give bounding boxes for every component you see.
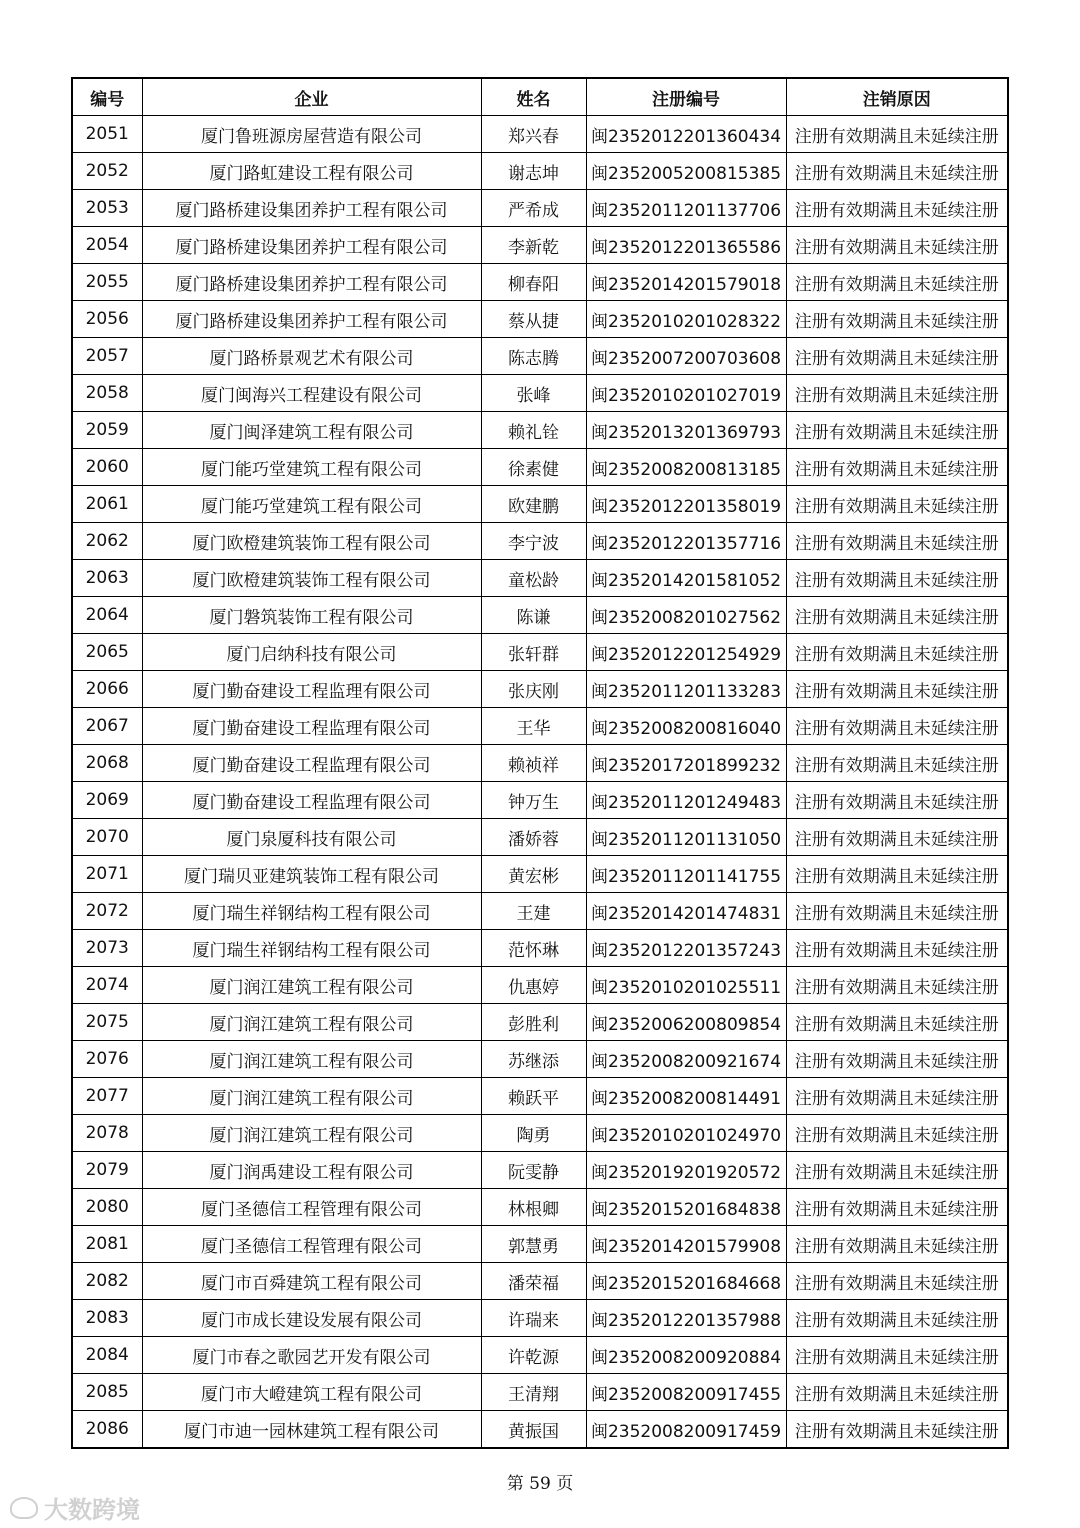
cell-number: 2082 — [72, 1263, 142, 1300]
cell-number: 2085 — [72, 1374, 142, 1411]
cell-company: 厦门泉厦科技有限公司 — [142, 819, 481, 856]
cell-name: 李宁波 — [481, 523, 586, 560]
table-row — [72, 1411, 1008, 1449]
cell-reg-number: 闽2352008200814491 — [586, 1078, 786, 1115]
cell-cancel-reason: 注册有效期满且未延续注册 — [786, 1226, 1008, 1263]
cell-company: 厦门路桥景观艺术有限公司 — [142, 338, 481, 375]
table-row — [72, 1374, 1008, 1411]
table-row — [72, 745, 1008, 782]
cell-number: 2068 — [72, 745, 142, 782]
table-row — [72, 1152, 1008, 1189]
table-row — [72, 486, 1008, 523]
cell-name: 欧建鹏 — [481, 486, 586, 523]
cell-company: 厦门能巧堂建筑工程有限公司 — [142, 449, 481, 486]
cell-company: 厦门市迪一园林建筑工程有限公司 — [142, 1411, 481, 1449]
registration-table — [71, 77, 1009, 1449]
cell-reg-number: 闽2352008201027562 — [586, 597, 786, 634]
cell-reg-number: 闽2352012201357243 — [586, 930, 786, 967]
cell-reg-number: 闽2352014201474831 — [586, 893, 786, 930]
cell-company: 厦门润江建筑工程有限公司 — [142, 1004, 481, 1041]
cell-reg-number: 闽2352008200816040 — [586, 708, 786, 745]
header-reg-number: 注册编号 — [586, 78, 786, 116]
cell-cancel-reason: 注册有效期满且未延续注册 — [786, 1078, 1008, 1115]
cell-name: 郑兴春 — [481, 116, 586, 153]
cell-company: 厦门润江建筑工程有限公司 — [142, 1041, 481, 1078]
cell-number: 2070 — [72, 819, 142, 856]
cell-name: 陈谦 — [481, 597, 586, 634]
cell-number: 2083 — [72, 1300, 142, 1337]
cell-name: 徐素健 — [481, 449, 586, 486]
cell-name: 许瑞来 — [481, 1300, 586, 1337]
cell-reg-number: 闽2352012201358019 — [586, 486, 786, 523]
cell-number: 2067 — [72, 708, 142, 745]
cell-company: 厦门路桥建设集团养护工程有限公司 — [142, 301, 481, 338]
cell-name: 郭慧勇 — [481, 1226, 586, 1263]
cell-number: 2069 — [72, 782, 142, 819]
table-row — [72, 634, 1008, 671]
cell-number: 2066 — [72, 671, 142, 708]
cell-company: 厦门圣德信工程管理有限公司 — [142, 1189, 481, 1226]
cell-name: 仇惠婷 — [481, 967, 586, 1004]
cell-cancel-reason: 注册有效期满且未延续注册 — [786, 1300, 1008, 1337]
cell-reg-number: 闽2352012201360434 — [586, 116, 786, 153]
cell-name: 赖礼铨 — [481, 412, 586, 449]
cell-name: 钟万生 — [481, 782, 586, 819]
cell-cancel-reason: 注册有效期满且未延续注册 — [786, 1374, 1008, 1411]
cell-company: 厦门闽海兴工程建设有限公司 — [142, 375, 481, 412]
table-row — [72, 301, 1008, 338]
cell-number: 2053 — [72, 190, 142, 227]
header-number: 编号 — [72, 78, 142, 116]
cell-cancel-reason: 注册有效期满且未延续注册 — [786, 190, 1008, 227]
cell-company: 厦门路桥建设集团养护工程有限公司 — [142, 190, 481, 227]
table-row — [72, 190, 1008, 227]
cell-name: 黄宏彬 — [481, 856, 586, 893]
cell-name: 严希成 — [481, 190, 586, 227]
table-row — [72, 412, 1008, 449]
cell-reg-number: 闽2352014201579908 — [586, 1226, 786, 1263]
cell-reg-number: 闽2352008200920884 — [586, 1337, 786, 1374]
cell-cancel-reason: 注册有效期满且未延续注册 — [786, 671, 1008, 708]
cell-cancel-reason: 注册有效期满且未延续注册 — [786, 560, 1008, 597]
cell-company: 厦门欧橙建筑装饰工程有限公司 — [142, 560, 481, 597]
table-body — [72, 116, 1008, 1449]
cell-number: 2059 — [72, 412, 142, 449]
cell-number: 2084 — [72, 1337, 142, 1374]
header-name: 姓名 — [481, 78, 586, 116]
cell-cancel-reason: 注册有效期满且未延续注册 — [786, 1189, 1008, 1226]
cell-name: 柳春阳 — [481, 264, 586, 301]
cell-name: 王华 — [481, 708, 586, 745]
cell-cancel-reason: 注册有效期满且未延续注册 — [786, 967, 1008, 1004]
cell-reg-number: 闽2352012201357988 — [586, 1300, 786, 1337]
table-row — [72, 597, 1008, 634]
cell-company: 厦门路桥建设集团养护工程有限公司 — [142, 264, 481, 301]
cell-company: 厦门磐筑装饰工程有限公司 — [142, 597, 481, 634]
watermark-text: 大数跨境 — [44, 1496, 140, 1524]
cell-name: 王清翔 — [481, 1374, 586, 1411]
cell-name: 陶勇 — [481, 1115, 586, 1152]
table-row — [72, 264, 1008, 301]
cell-reg-number: 闽2352010201027019 — [586, 375, 786, 412]
table-row — [72, 1263, 1008, 1300]
cell-company: 厦门市成长建设发展有限公司 — [142, 1300, 481, 1337]
cell-name: 赖祯祥 — [481, 745, 586, 782]
cell-number: 2064 — [72, 597, 142, 634]
cell-cancel-reason: 注册有效期满且未延续注册 — [786, 264, 1008, 301]
cell-name: 陈志腾 — [481, 338, 586, 375]
cell-number: 2081 — [72, 1226, 142, 1263]
cell-reg-number: 闽2352015201684668 — [586, 1263, 786, 1300]
table-header-row — [72, 78, 1008, 116]
cell-reg-number: 闽2352008200813185 — [586, 449, 786, 486]
cell-cancel-reason: 注册有效期满且未延续注册 — [786, 856, 1008, 893]
cell-number: 2065 — [72, 634, 142, 671]
cell-cancel-reason: 注册有效期满且未延续注册 — [786, 1411, 1008, 1449]
cell-reg-number: 闽2352014201579018 — [586, 264, 786, 301]
table-row — [72, 782, 1008, 819]
cell-number: 2063 — [72, 560, 142, 597]
cell-reg-number: 闽2352010201025511 — [586, 967, 786, 1004]
table-row — [72, 1115, 1008, 1152]
cell-number: 2073 — [72, 930, 142, 967]
cell-company: 厦门欧橙建筑装饰工程有限公司 — [142, 523, 481, 560]
cell-cancel-reason: 注册有效期满且未延续注册 — [786, 745, 1008, 782]
cell-reg-number: 闽2352010201028322 — [586, 301, 786, 338]
cell-reg-number: 闽2352006200809854 — [586, 1004, 786, 1041]
cell-number: 2062 — [72, 523, 142, 560]
cell-number: 2086 — [72, 1411, 142, 1449]
table-row — [72, 967, 1008, 1004]
cell-name: 张峰 — [481, 375, 586, 412]
table-row — [72, 560, 1008, 597]
cell-cancel-reason: 注册有效期满且未延续注册 — [786, 1041, 1008, 1078]
cell-name: 张庆刚 — [481, 671, 586, 708]
cell-name: 张轩群 — [481, 634, 586, 671]
cell-name: 林根卿 — [481, 1189, 586, 1226]
table-row — [72, 819, 1008, 856]
cell-name: 赖跃平 — [481, 1078, 586, 1115]
cell-number: 2074 — [72, 967, 142, 1004]
cell-cancel-reason: 注册有效期满且未延续注册 — [786, 523, 1008, 560]
cell-number: 2056 — [72, 301, 142, 338]
cell-number: 2079 — [72, 1152, 142, 1189]
cell-cancel-reason: 注册有效期满且未延续注册 — [786, 819, 1008, 856]
cell-company: 厦门润江建筑工程有限公司 — [142, 1115, 481, 1152]
cell-cancel-reason: 注册有效期满且未延续注册 — [786, 116, 1008, 153]
cell-company: 厦门润江建筑工程有限公司 — [142, 1078, 481, 1115]
cell-reg-number: 闽2352012201357716 — [586, 523, 786, 560]
cell-company: 厦门勤奋建设工程监理有限公司 — [142, 745, 481, 782]
cell-cancel-reason: 注册有效期满且未延续注册 — [786, 338, 1008, 375]
cell-reg-number: 闽2352011201133283 — [586, 671, 786, 708]
cell-company: 厦门启纳科技有限公司 — [142, 634, 481, 671]
cell-company: 厦门勤奋建设工程监理有限公司 — [142, 671, 481, 708]
cell-reg-number: 闽2352007200703608 — [586, 338, 786, 375]
cell-reg-number: 闽2352013201369793 — [586, 412, 786, 449]
table-row — [72, 708, 1008, 745]
cell-name: 王建 — [481, 893, 586, 930]
cell-number: 2055 — [72, 264, 142, 301]
table-row — [72, 338, 1008, 375]
cell-reg-number: 闽2352008200921674 — [586, 1041, 786, 1078]
cell-name: 彭胜利 — [481, 1004, 586, 1041]
cell-cancel-reason: 注册有效期满且未延续注册 — [786, 597, 1008, 634]
cell-name: 苏继添 — [481, 1041, 586, 1078]
table-row — [72, 449, 1008, 486]
cell-cancel-reason: 注册有效期满且未延续注册 — [786, 893, 1008, 930]
cell-name: 童松龄 — [481, 560, 586, 597]
cell-company: 厦门闽泽建筑工程有限公司 — [142, 412, 481, 449]
cell-cancel-reason: 注册有效期满且未延续注册 — [786, 1337, 1008, 1374]
cell-cancel-reason: 注册有效期满且未延续注册 — [786, 930, 1008, 967]
cell-cancel-reason: 注册有效期满且未延续注册 — [786, 486, 1008, 523]
table-row — [72, 227, 1008, 264]
cell-reg-number: 闽2352008200917455 — [586, 1374, 786, 1411]
cell-company: 厦门瑞贝亚建筑装饰工程有限公司 — [142, 856, 481, 893]
cell-company: 厦门市百舜建筑工程有限公司 — [142, 1263, 481, 1300]
cell-reg-number: 闽2352015201684838 — [586, 1189, 786, 1226]
cell-reg-number: 闽2352011201137706 — [586, 190, 786, 227]
table-row — [72, 1189, 1008, 1226]
cell-reg-number: 闽2352017201899232 — [586, 745, 786, 782]
cell-company: 厦门瑞生祥钢结构工程有限公司 — [142, 893, 481, 930]
cell-number: 2072 — [72, 893, 142, 930]
table-row — [72, 1041, 1008, 1078]
cell-cancel-reason: 注册有效期满且未延续注册 — [786, 301, 1008, 338]
cell-reg-number: 闽2352005200815385 — [586, 153, 786, 190]
cell-company: 厦门市大嶝建筑工程有限公司 — [142, 1374, 481, 1411]
table-row — [72, 1004, 1008, 1041]
table-row — [72, 671, 1008, 708]
cell-name: 谢志坤 — [481, 153, 586, 190]
cell-number: 2054 — [72, 227, 142, 264]
cell-name: 潘荣福 — [481, 1263, 586, 1300]
cell-company: 厦门市春之歌园艺开发有限公司 — [142, 1337, 481, 1374]
cell-name: 范怀琳 — [481, 930, 586, 967]
cell-name: 阮雯静 — [481, 1152, 586, 1189]
cell-company: 厦门能巧堂建筑工程有限公司 — [142, 486, 481, 523]
cell-reg-number: 闽2352011201249483 — [586, 782, 786, 819]
cell-cancel-reason: 注册有效期满且未延续注册 — [786, 412, 1008, 449]
table-row — [72, 893, 1008, 930]
cell-name: 潘娇蓉 — [481, 819, 586, 856]
table-row — [72, 1226, 1008, 1263]
cell-reg-number: 闽2352019201920572 — [586, 1152, 786, 1189]
page-number: 第 59 页 — [506, 1474, 574, 1494]
cell-cancel-reason: 注册有效期满且未延续注册 — [786, 708, 1008, 745]
cell-company: 厦门勤奋建设工程监理有限公司 — [142, 708, 481, 745]
cell-company: 厦门瑞生祥钢结构工程有限公司 — [142, 930, 481, 967]
table-row — [72, 1337, 1008, 1374]
cell-reg-number: 闽2352012201365586 — [586, 227, 786, 264]
header-company: 企业 — [142, 78, 481, 116]
table-row — [72, 375, 1008, 412]
cell-number: 2076 — [72, 1041, 142, 1078]
cell-number: 2075 — [72, 1004, 142, 1041]
cell-number: 2058 — [72, 375, 142, 412]
cell-reg-number: 闽2352010201024970 — [586, 1115, 786, 1152]
cell-cancel-reason: 注册有效期满且未延续注册 — [786, 782, 1008, 819]
cell-company: 厦门路桥建设集团养护工程有限公司 — [142, 227, 481, 264]
cell-cancel-reason: 注册有效期满且未延续注册 — [786, 1263, 1008, 1300]
cell-number: 2051 — [72, 116, 142, 153]
cell-company: 厦门鲁班源房屋营造有限公司 — [142, 116, 481, 153]
table-row — [72, 930, 1008, 967]
header-cancel-reason: 注销原因 — [786, 78, 1008, 116]
table-row — [72, 523, 1008, 560]
cell-number: 2080 — [72, 1189, 142, 1226]
cell-company: 厦门圣德信工程管理有限公司 — [142, 1226, 481, 1263]
cell-reg-number: 闽2352011201141755 — [586, 856, 786, 893]
cell-number: 2071 — [72, 856, 142, 893]
cell-cancel-reason: 注册有效期满且未延续注册 — [786, 634, 1008, 671]
cell-name: 蔡从捷 — [481, 301, 586, 338]
cell-cancel-reason: 注册有效期满且未延续注册 — [786, 227, 1008, 264]
table-row — [72, 1078, 1008, 1115]
cell-reg-number: 闽2352012201254929 — [586, 634, 786, 671]
cell-company: 厦门润江建筑工程有限公司 — [142, 967, 481, 1004]
watermark — [10, 1490, 140, 1525]
cell-number: 2057 — [72, 338, 142, 375]
cell-cancel-reason: 注册有效期满且未延续注册 — [786, 1152, 1008, 1189]
cell-reg-number: 闽2352008200917459 — [586, 1411, 786, 1449]
table-row — [72, 1300, 1008, 1337]
watermark-logo-icon — [10, 1497, 38, 1519]
cell-cancel-reason: 注册有效期满且未延续注册 — [786, 449, 1008, 486]
cell-cancel-reason: 注册有效期满且未延续注册 — [786, 375, 1008, 412]
cell-reg-number: 闽2352011201131050 — [586, 819, 786, 856]
cell-name: 黄振国 — [481, 1411, 586, 1449]
cell-reg-number: 闽2352014201581052 — [586, 560, 786, 597]
cell-company: 厦门润禹建设工程有限公司 — [142, 1152, 481, 1189]
cell-number: 2060 — [72, 449, 142, 486]
table-row — [72, 153, 1008, 190]
cell-number: 2078 — [72, 1115, 142, 1152]
cell-name: 许乾源 — [481, 1337, 586, 1374]
cell-number: 2052 — [72, 153, 142, 190]
cell-cancel-reason: 注册有效期满且未延续注册 — [786, 153, 1008, 190]
cell-cancel-reason: 注册有效期满且未延续注册 — [786, 1115, 1008, 1152]
cell-cancel-reason: 注册有效期满且未延续注册 — [786, 1004, 1008, 1041]
cell-company: 厦门路虹建设工程有限公司 — [142, 153, 481, 190]
table-row — [72, 116, 1008, 153]
cell-company: 厦门勤奋建设工程监理有限公司 — [142, 782, 481, 819]
cell-number: 2077 — [72, 1078, 142, 1115]
cell-number: 2061 — [72, 486, 142, 523]
table-row — [72, 856, 1008, 893]
cell-name: 李新乾 — [481, 227, 586, 264]
